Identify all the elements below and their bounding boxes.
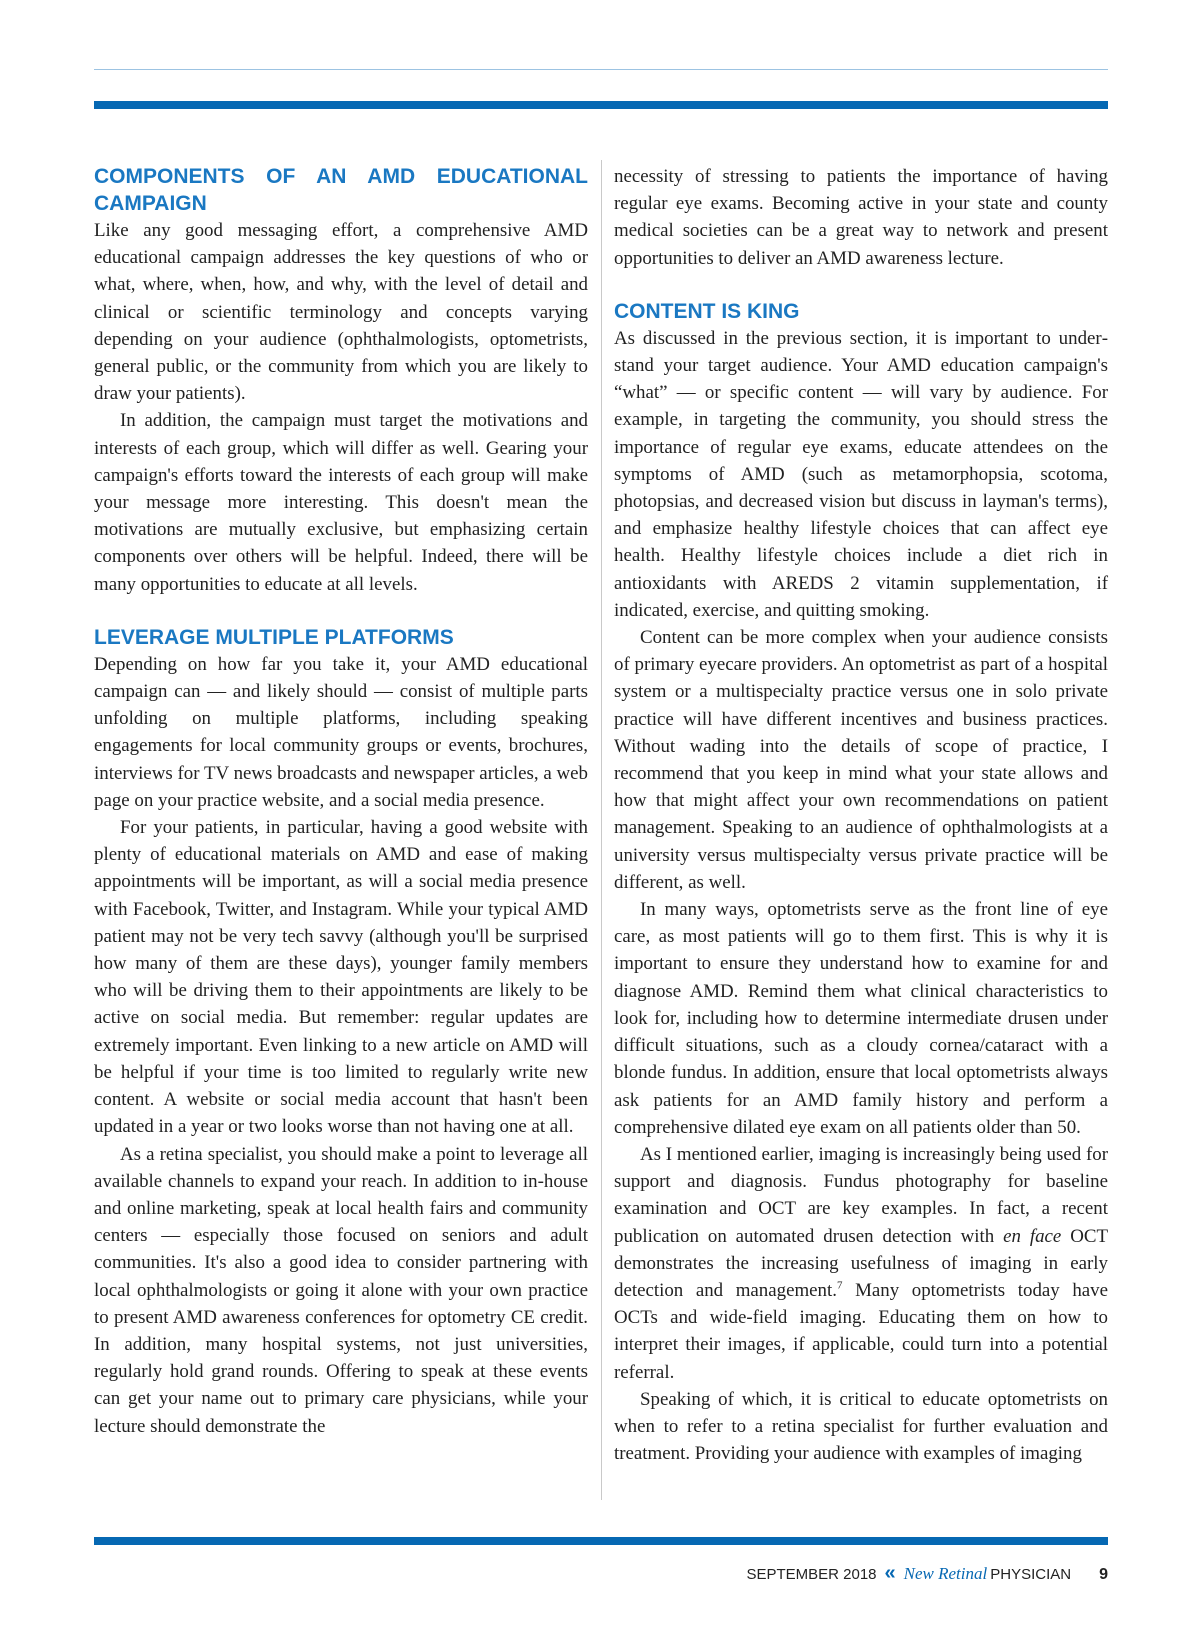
text-run: OCT demonstrates the increasing usefulness of imaging in early detection and management. [614,1225,1108,1301]
heading-components: COMPONENTS OF AN AMD EDUCATIONAL CAMPAIGN [94,165,588,215]
paragraph: Like any good messaging effort, a comprehensive AMD educational campaign addresses the key questions of who or what, where, when, how, and why, with the level of detail and clinical or scientific terminology and concepts varying depending on your audience (ophthalmologists, optometrists, general public, or the community from which you are likely to draw your patients). [94,220,588,405]
paragraph: In addition, the campaign must target the motivations and interests of each group, which will differ as well. Gearing your campaign's efforts toward the interests of each group will make your message more interesting. This doesn't mean the motivations are mutually exclusive, but emphasizing certain components over others will be helpful. Indeed, there will be many opportunities to educate at all levels. [94,410,588,595]
page-footer [746,1562,1108,1586]
citation-superscript: 7 [836,1279,843,1292]
magazine-name-italic: New Retinal [903,1564,988,1583]
left-column [94,163,588,1440]
column-divider [601,160,602,1500]
text-run: Many optometrists today have OCTs and wide-field imaging. Educating them on how to interpret their images, if applicable, could turn into a potential referral. [614,1279,1108,1383]
paragraph: Speaking of which, it is critical to educate optometrists on when to refer to a retina specialist for further evaluation and treatment. Providing your audience with examples of imaging [614,1388,1108,1465]
header-thick-rule [94,101,1108,109]
paragraph: In many ways, optometrists serve as the front line of eye care, as most patients will go to them first. This is why it is important to ensure they understand how to examine for and diagnose AMD. Remind them what clinical characteristics to look for, including how to determine intermediate drusen under difficult situations, such as a cloudy cornea/cataract with a blonde fundus. In addition, ensure that local optometrists always ask patients for an AMD family history and perform a comprehensive dilated eye exam on all patients older than 50. [614,899,1108,1138]
text-run: As I mentioned earlier, imaging is increasingly being used for support and diagnosis. Fundus photography for baseline examination and OCT are key examples. In fact, a recent publication on automated drusen detection with [614,1143,1108,1247]
issue-date: SEPTEMBER 2018 [746,1566,877,1583]
page-number: 9 [1099,1566,1108,1583]
paragraph: As discussed in the previous section, it is important to understand your target audience. Your AMD education campaign's “what” — or specific content — will vary by audience. For example, in targeting the community, you should stress the importance of regular eye exams, educate attendees on the symptoms of AMD (such as metamorphopsia, scotoma, photopsias, and decreased vision but discuss in layman's terms), and emphasize healthy lifestyle choices that can affect eye health. Healthy lifestyle choices include a diet rich in antioxidants with AREDS 2 vitamin supplementation, if indicated, exercise, and quitting smoking. [614,327,1108,621]
heading-leverage-platforms: LEVERAGE MULTIPLE PLATFORMS [94,625,454,649]
paragraph: As a retina specialist, you should make a point to leverage all available channels to expand your reach. In addition to in-house and online marketing, speak at local health fairs and community centers — especially those focused on seniors and adult communities. It's also a good idea to consider partnering with local ophthalmologists or going it alone with your own practice to present AMD awareness conferences for optometry CE credit. In addition, many hospital systems, not just universities, regularly hold grand rounds. Offering to speak at these events can get your name out to primary care physicians, while your lecture should demonstrate the [94,1143,588,1437]
paragraph [614,1141,1108,1386]
magazine-name-caps: PHYSICIAN [990,1566,1072,1583]
paragraph: Depending on how far you take it, your AMD educational campaign can — and likely should — consist of multiple parts unfolding on multiple platforms, including speaking engagements for local community groups or events, brochures, interviews for TV news broadcasts and newspaper articles, a web page on your practice website, and a social media presence. [94,653,588,811]
italic-term: en face [1003,1225,1062,1247]
paragraph: Content can be more complex when your audience consists of primary eyecare providers. An optometrist as part of a hospital system or a multispecialty practice versus one in solo private practice will have different incentives and business practices. Without wading into the details of scope of practice, I recommend that you keep in mind what your state allows and how that might affect your own recommendations on patient management. Speaking to an audience of ophthalmologists at a university versus multispecialty versus private practice will be different, as well. [614,627,1108,893]
footer-thick-rule [94,1537,1108,1545]
header-thin-rule [94,69,1108,70]
heading-content-is-king: CONTENT IS KING [614,299,800,323]
paragraph: For your patients, in particular, having a good website with plenty of educational materials on AMD and ease of making appointments will be important, as will a social media presence with Facebook, Twitter, and Instagram. While your typical AMD patient may not be very tech savvy (although you'll be surprised how many of them are these days), younger family members who will be driving them to their appointments are likely to be active on social media. But remember: regular updates are extremely important. Even linking to a new article on AMD will be helpful if your time is too limited to regularly write new content. A website or social media account that hasn't been updated in a year or two looks worse than not having one at all. [94,817,588,1138]
right-column [614,163,1108,1467]
chevron-left-icon: « [884,1562,896,1584]
paragraph: necessity of stressing to patients the importance of having regular eye exams. Becoming active in your state and county medical societies can be a great way to network and present opportunities to deliver an AMD awareness lecture. [614,166,1108,269]
